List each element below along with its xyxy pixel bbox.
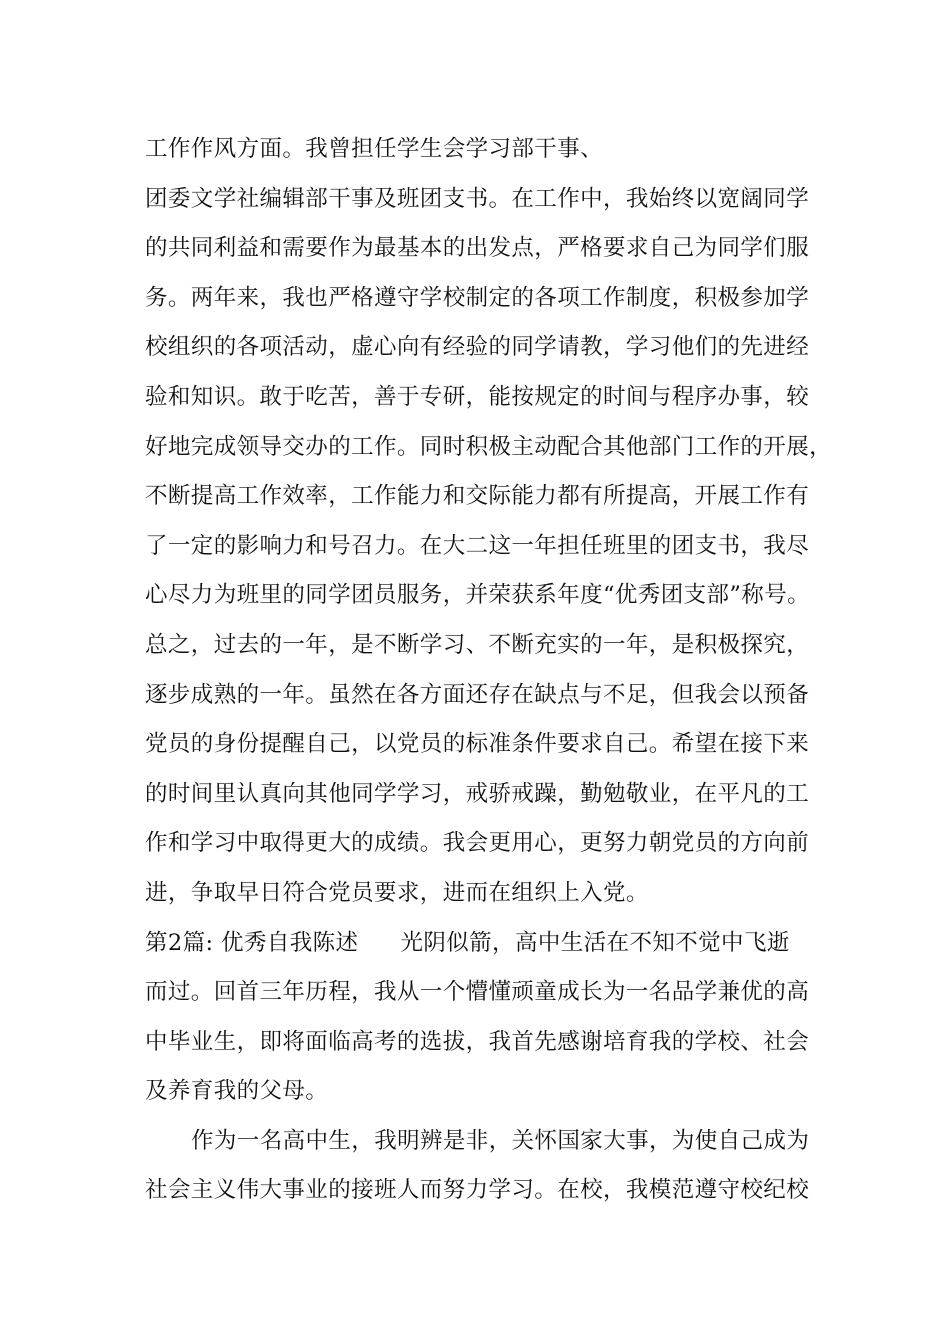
document-body (145, 125, 845, 1216)
text-line: 的共同利益和需要作为最基本的出发点，严格要求自己为同学们服 (145, 235, 810, 262)
text-line: 及养育我的父母。 (145, 1078, 329, 1105)
text-line: 不断提高工作效率，工作能力和交际能力都有所提高，开展工作有 (145, 483, 810, 510)
text-line: 进，争取早日符合党员要求，进而在组织上入党。 (145, 879, 649, 906)
text-line: 验和知识。敢于吃苦，善于专研，能按规定的时间与程序办事，较 (145, 383, 810, 410)
section-heading: 第2篇: 优秀自我陈述 (145, 929, 359, 956)
text-line: 心尽力为班里的同学团员服务，并荣获系年度“优秀团支部”称号。 (145, 582, 811, 609)
text-line: 好地完成领导交办的工作。同时积极主动配合其他部门工作的开展， (145, 433, 833, 460)
paragraph-first-line: 作为一名高中生，我明辨是非，关怀国家大事，为使自己成为 (191, 1127, 810, 1154)
section-first-line: 光阴似箭，高中生活在不知不觉中飞逝 (400, 929, 790, 956)
text-line: 作和学习中取得更大的成绩。我会更用心，更努力朝党员的方向前 (145, 830, 810, 857)
text-line: 工作作风方面。我曾担任学生会学习部干事、 (145, 136, 604, 162)
text-line: 总之，过去的一年，是不断学习、不断充实的一年，是积极探究， (145, 631, 810, 658)
text-line: 中毕业生，即将面临高考的选拔，我首先感谢培育我的学校、社会 (145, 1028, 810, 1055)
text-line: 逐步成熟的一年。虽然在各方面还存在缺点与不足，但我会以预备 (145, 681, 810, 708)
text-line: 而过。回首三年历程，我从一个懵懂顽童成长为一名品学兼优的高 (145, 979, 810, 1006)
text-line: 了一定的影响力和号召力。在大二这一年担任班里的团支书，我尽 (145, 532, 810, 559)
text-line: 校组织的各项活动，虚心向有经验的同学请教，学习他们的先进经 (145, 334, 810, 361)
text-line: 党员的身份提醒自己，以党员的标准条件要求自己。希望在接下来 (145, 731, 810, 758)
text-line: 社会主义伟大事业的接班人而努力学习。在校，我模范遵守校纪校 (145, 1177, 810, 1204)
text-line: 团委文学社编辑部干事及班团支书。在工作中，我始终以宽阔同学 (145, 185, 810, 212)
text-line: 的时间里认真向其他同学学习，戒骄戒躁，勤勉敬业，在平凡的工 (145, 780, 810, 807)
text-line: 务。两年来，我也严格遵守学校制定的各项工作制度，积极参加学 (145, 284, 810, 311)
section-heading-line (145, 919, 845, 969)
